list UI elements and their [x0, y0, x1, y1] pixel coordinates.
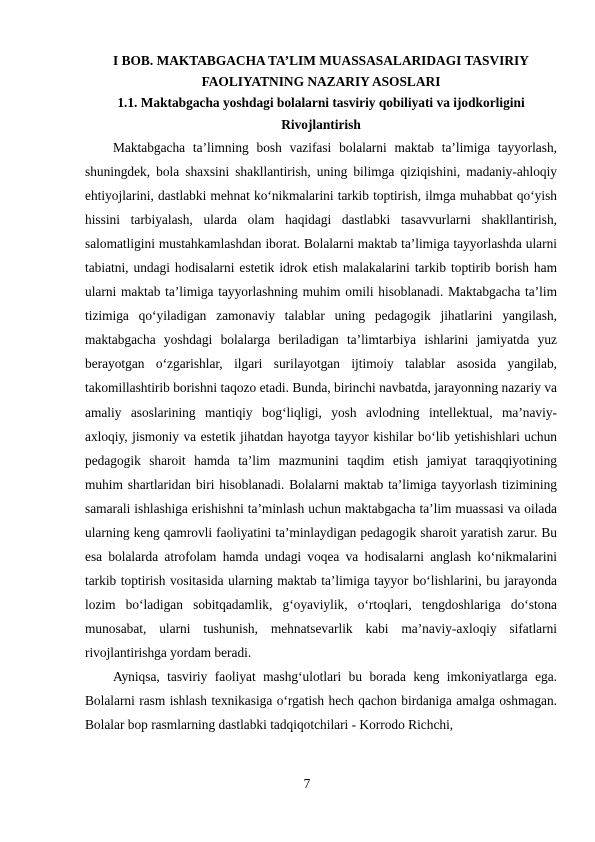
page-number: 7	[303, 776, 311, 791]
section-title-line-2: Rivojlantirish	[281, 117, 361, 132]
document-page	[85, 50, 557, 737]
chapter-title-line-2: FAOLIYATNING NAZARIY ASOSLARI	[201, 74, 441, 89]
body-text	[85, 136, 557, 737]
section-title-line-1: 1.1. Maktabgacha yoshdagi bolalarni tasviriy qobiliyati va ijodkorligini	[117, 95, 525, 110]
paragraph-2: Ayniqsa, tasviriy faoliyat mashg‘ulotlari bu borada keng imkoniyatlarga ega. Bolalarni rasm ishlash texnikasiga o‘rgatish hech qachon birdaniga amalga oshmagan. Bolalar bop rasmlarning dastlabki tadqiqotchilari - Korrodo Richchi,	[85, 669, 557, 733]
paragraph-1: Maktabgacha ta’limning bosh vazifasi bolalarni maktab ta’limiga tayyorlash, shuningdek, bola shaxsini shakllantirish, uning bilimga qiziqishini, madaniy-ahloqiy ehtiyojlarini, dastlabki mehnat ko‘nikmalarini tarkib toptirish, ilmga muhabbat qo‘yish hissini tarbiyalash, ularda olam haqidagi dastlabki tasavvurlarni shakllantirish, salomatligini mustahkamlashdan iborat. Bolalarni maktab ta’limiga tayyorlashda ularni tabiatni, undagi hodisalarni estetik idrok etish malakalarini tarkib toptirib borish ham ularni maktab ta’limiga tayyorlashning muhim omili hisoblanadi. Maktabgacha ta’lim tizimiga qo‘yiladigan zamonaviy talablar uning pedagogik jihatlarini yangilash, maktabgacha yoshdagi bolalarga beriladigan ta’limtarbiya ishlarini jamiyatda yuz berayotgan o‘zgarishlar, ilgari surilayotgan ijtimoiy talablar asosida yangilab, takomillashtirib borishni taqozo etadi. Bunda, birinchi navbatda, jarayonning nazariy va amaliy asoslarining mantiqiy bog‘liqligi, yosh avlodning intellektual, ma’naviy-axloqiy, jismoniy va estetik jihatdan hayotga tayyor kishilar bo‘lib yetishishlari uchun pedagogik sharoit hamda ta’lim mazmunini taqdim etish jamiyat taraqqiyotining muhim shartlaridan biri hisoblanadi. Bolalarni maktab ta’limiga tayyorlash tizimining samarali ishlashiga erishishni ta’minlash uchun maktabgacha ta’lim muassasi va oilada ularning keng qamrovli faoliyatini ta’minlaydigan pedagogik sharoit yaratish zarur. Bu esa bolalarda atrofolam hamda undagi voqea va hodisalarni anglash ko‘nikmalarini tarkib toptirish vositasida ularning maktab ta’limiga tayyor bo‘lishlarini, bu jarayonda lozim bo‘ladigan sobitqadamlik, g‘oyaviylik, o‘rtoqlari, tengdoshlariga do‘stona munosabat, ularni tushunish, mehnatsevarlik kabi ma’naviy-axloqiy sifatlarni rivojlantirishga yordam beradi.	[85, 140, 557, 660]
chapter-title-line-1: I BOB. MAKTABGACHA TA’LIM MUASSASALARIDAGI TASVIRIY	[113, 53, 529, 68]
